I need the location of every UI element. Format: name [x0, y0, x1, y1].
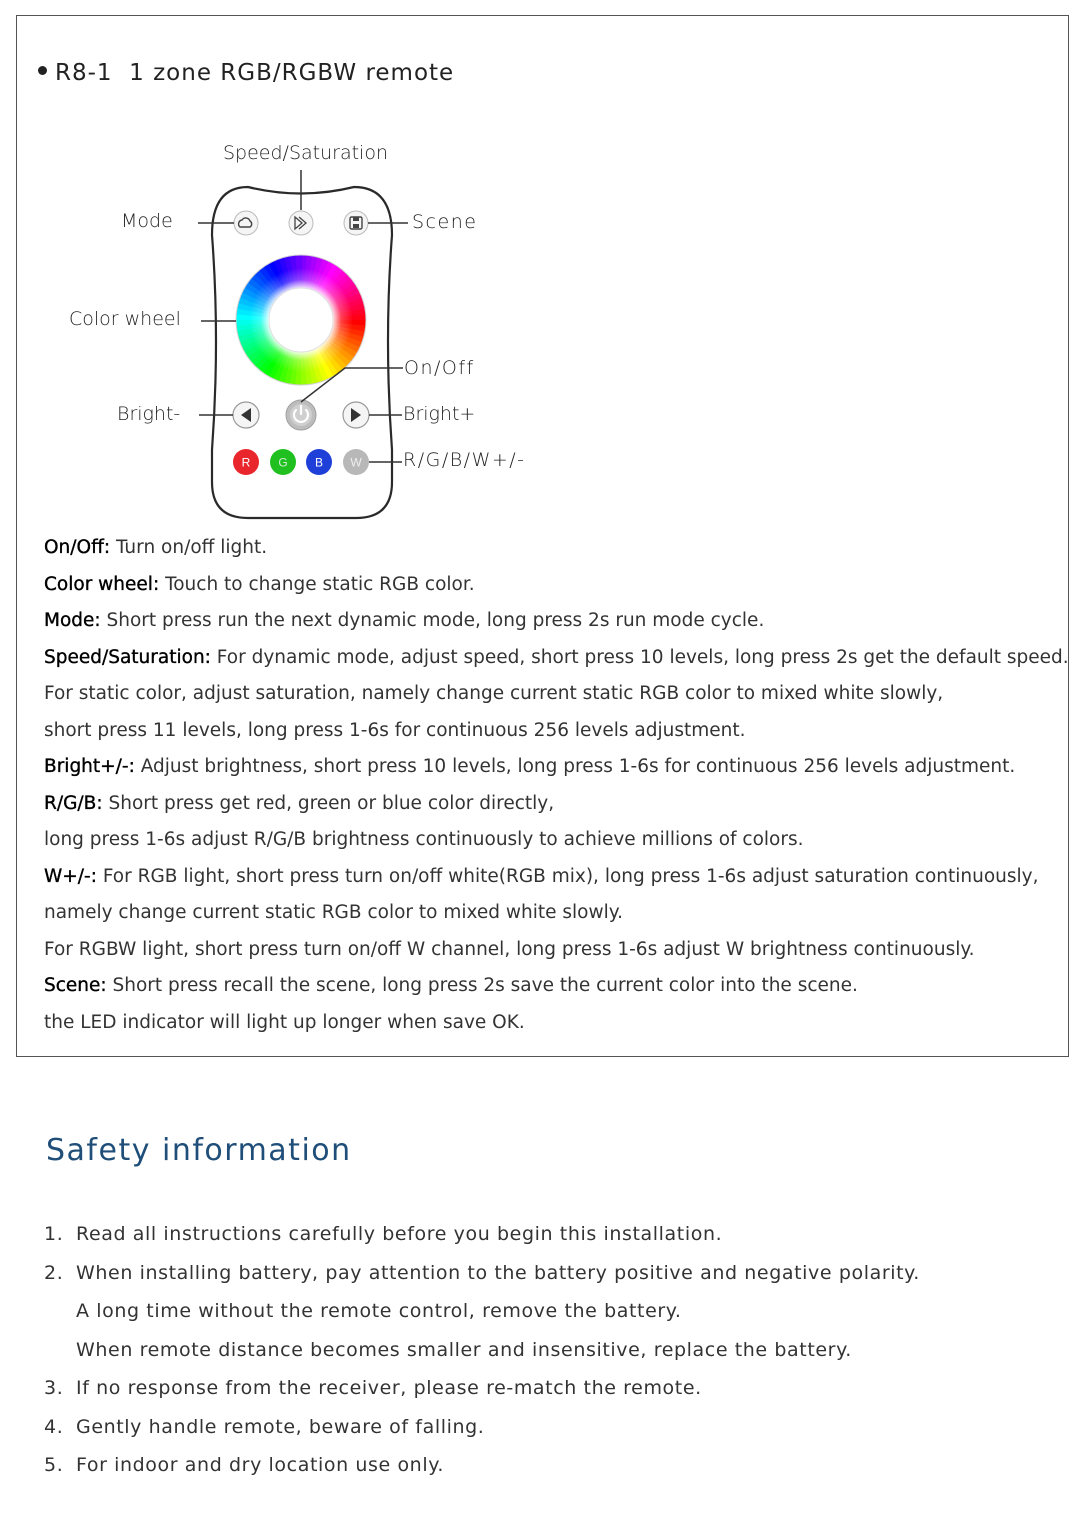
white-button[interactable]	[343, 449, 369, 475]
safety-list	[44, 1215, 1044, 1485]
desc-scene-cont: the LED indicator will light up longer when save OK.	[44, 1011, 525, 1033]
safety-item-text: If no response from the receiver, please re-match the remote.	[76, 1377, 702, 1399]
label-rgbw: R/G/B/W+/-	[403, 449, 526, 471]
safety-item-number: 1.	[44, 1223, 64, 1245]
desc-speed-cont-1: For static color, adjust saturation, namely change current static RGB color to mixed white slowly,	[44, 683, 944, 704]
desc-speed: Speed/Saturation: For dynamic mode, adjust speed, short press 10 levels, long press 2s get the default speed.	[44, 646, 1069, 668]
desc-w-cont-1: namely change current static RGB color to mixed white slowly.	[44, 902, 623, 923]
blue-button[interactable]	[306, 449, 332, 475]
label-bright-plus: Bright+	[403, 403, 476, 425]
safety-item	[44, 1215, 1044, 1254]
safety-item-text: A long time without the remote control, remove the battery.	[76, 1300, 682, 1322]
scene-button[interactable]	[344, 211, 368, 235]
safety-item-number: 3.	[44, 1377, 64, 1399]
speed-saturation-button[interactable]	[289, 211, 313, 235]
svg-text:R: R	[241, 455, 251, 470]
safety-item-text: Gently handle remote, beware of falling.	[76, 1415, 485, 1438]
safety-item	[44, 1446, 1044, 1485]
safety-item-text: When remote distance becomes smaller and insensitive, replace the battery.	[76, 1338, 852, 1361]
desc-rgb-cont: long press 1-6s adjust R/G/B brightness continuously to achieve millions of colors.	[44, 829, 804, 850]
label-scene: Scene	[412, 211, 478, 233]
safety-item-text: When installing battery, pay attention to the battery positive and negative polarity.	[76, 1261, 920, 1284]
button-descriptions	[44, 530, 1069, 1041]
svg-text:G: G	[278, 455, 288, 470]
safety-item	[44, 1292, 1044, 1331]
safety-item-number: 4.	[44, 1415, 64, 1438]
safety-item-number: 2.	[44, 1261, 64, 1284]
svg-text:W: W	[350, 455, 362, 470]
label-speed-saturation: Speed/Saturation	[223, 142, 389, 164]
desc-rgb: R/G/B: Short press get red, green or blue color directly,	[44, 792, 555, 814]
on-off-button[interactable]	[286, 400, 316, 430]
mode-button[interactable]	[234, 211, 258, 235]
desc-color-wheel: Color wheel: Touch to change static RGB color.	[44, 573, 475, 595]
red-button[interactable]	[233, 449, 259, 475]
desc-w: W+/-: For RGB light, short press turn on/off white(RGB mix), long press 1-6s adjust saturation continuously,	[44, 865, 1039, 887]
safety-item-text: For indoor and dry location use only.	[76, 1454, 444, 1476]
bright-minus-button[interactable]	[233, 402, 259, 428]
label-bright-minus: Bright-	[117, 403, 181, 425]
safety-item-text: Read all instructions carefully before you begin this installation.	[76, 1223, 723, 1245]
heading-text: R8-1 1 zone RGB/RGBW remote	[55, 60, 455, 86]
safety-item-number: 5.	[44, 1454, 64, 1476]
label-mode: Mode	[121, 210, 173, 232]
label-on-off: On/Off	[404, 357, 475, 379]
bright-plus-button[interactable]	[343, 402, 369, 428]
safety-item	[44, 1369, 1044, 1408]
desc-w-cont-2: For RGBW light, short press turn on/off W channel, long press 1-6s adjust W brightness continuously.	[44, 938, 975, 960]
safety-item	[44, 1254, 1044, 1293]
desc-speed-cont-2: short press 11 levels, long press 1-6s for continuous 256 levels adjustment.	[44, 719, 746, 741]
label-color-wheel: Color wheel	[69, 308, 181, 330]
green-button[interactable]	[270, 449, 296, 475]
desc-on-off: On/Off: Turn on/off light.	[44, 537, 268, 558]
desc-scene: Scene: Short press recall the scene, long press 2s save the current color into the scene.	[44, 975, 858, 996]
safety-item	[44, 1408, 1044, 1447]
remote-diagram	[0, 0, 1092, 540]
svg-text:B: B	[314, 455, 324, 470]
safety-item	[44, 1331, 1044, 1370]
desc-bright: Bright+/-: Adjust brightness, short press 10 levels, long press 1-6s for continuous 256 levels adjustment.	[44, 756, 1016, 777]
desc-mode: Mode: Short press run the next dynamic mode, long press 2s run mode cycle.	[44, 610, 765, 631]
safety-title: Safety information	[46, 1133, 352, 1168]
